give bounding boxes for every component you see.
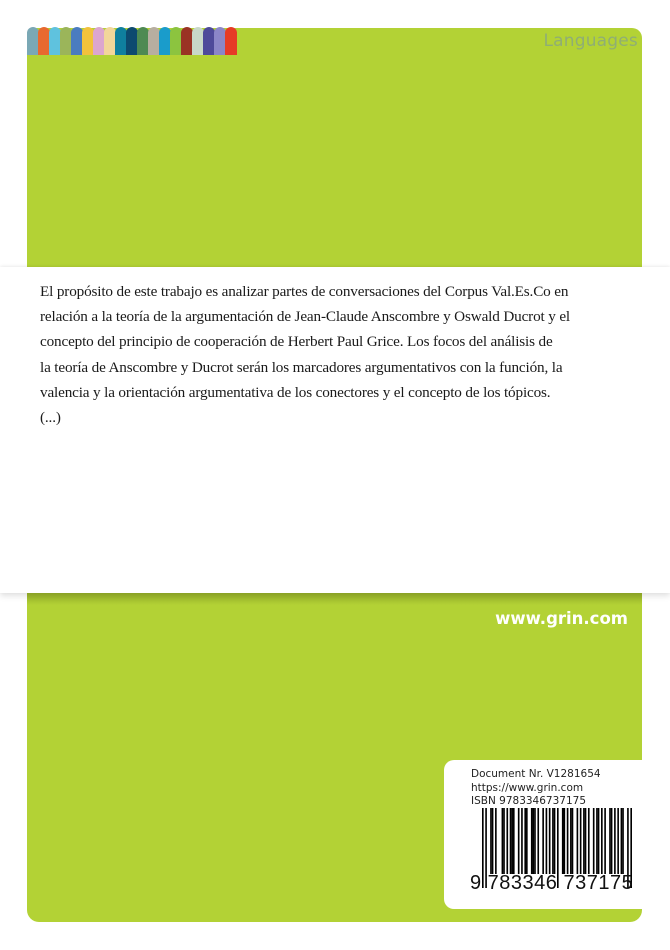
document-number: Document Nr. V1281654 bbox=[471, 768, 601, 780]
isbn-box bbox=[444, 760, 642, 909]
barcode-digits: 9 783346 737175 bbox=[470, 872, 634, 894]
abstract-text bbox=[40, 279, 640, 430]
isbn-number: ISBN 9783346737175 bbox=[471, 795, 587, 807]
abstract-line: relación a la teoría de la argumentación de Jean-Claude Anscombre y Oswald Ducrot y el bbox=[40, 308, 570, 326]
abstract-line: El propósito de este trabajo es analizar partes de conversaciones del Corpus Val.Es.Co en bbox=[40, 283, 569, 300]
abstract-line: concepto del principio de cooperación de Herbert Paul Grice. Los focos del análisis de bbox=[40, 333, 553, 351]
color-tab bbox=[225, 27, 237, 55]
publisher-url: www.grin.com bbox=[495, 609, 628, 628]
abstract-line: la teoría de Anscombre y Ducrot serán los marcadores argumentativos con la función, la bbox=[40, 358, 563, 376]
abstract-line: (...) bbox=[40, 409, 61, 427]
isbn-url: https://www.grin.com bbox=[471, 781, 584, 794]
series-label: Languages bbox=[543, 31, 638, 51]
color-tabs-strip bbox=[27, 27, 236, 55]
abstract-line: valencia y la orientación argumentativa de los conectores y el concepto de los tópicos. bbox=[40, 383, 551, 401]
band-shadow bbox=[27, 593, 642, 605]
isbn-info bbox=[471, 768, 601, 809]
